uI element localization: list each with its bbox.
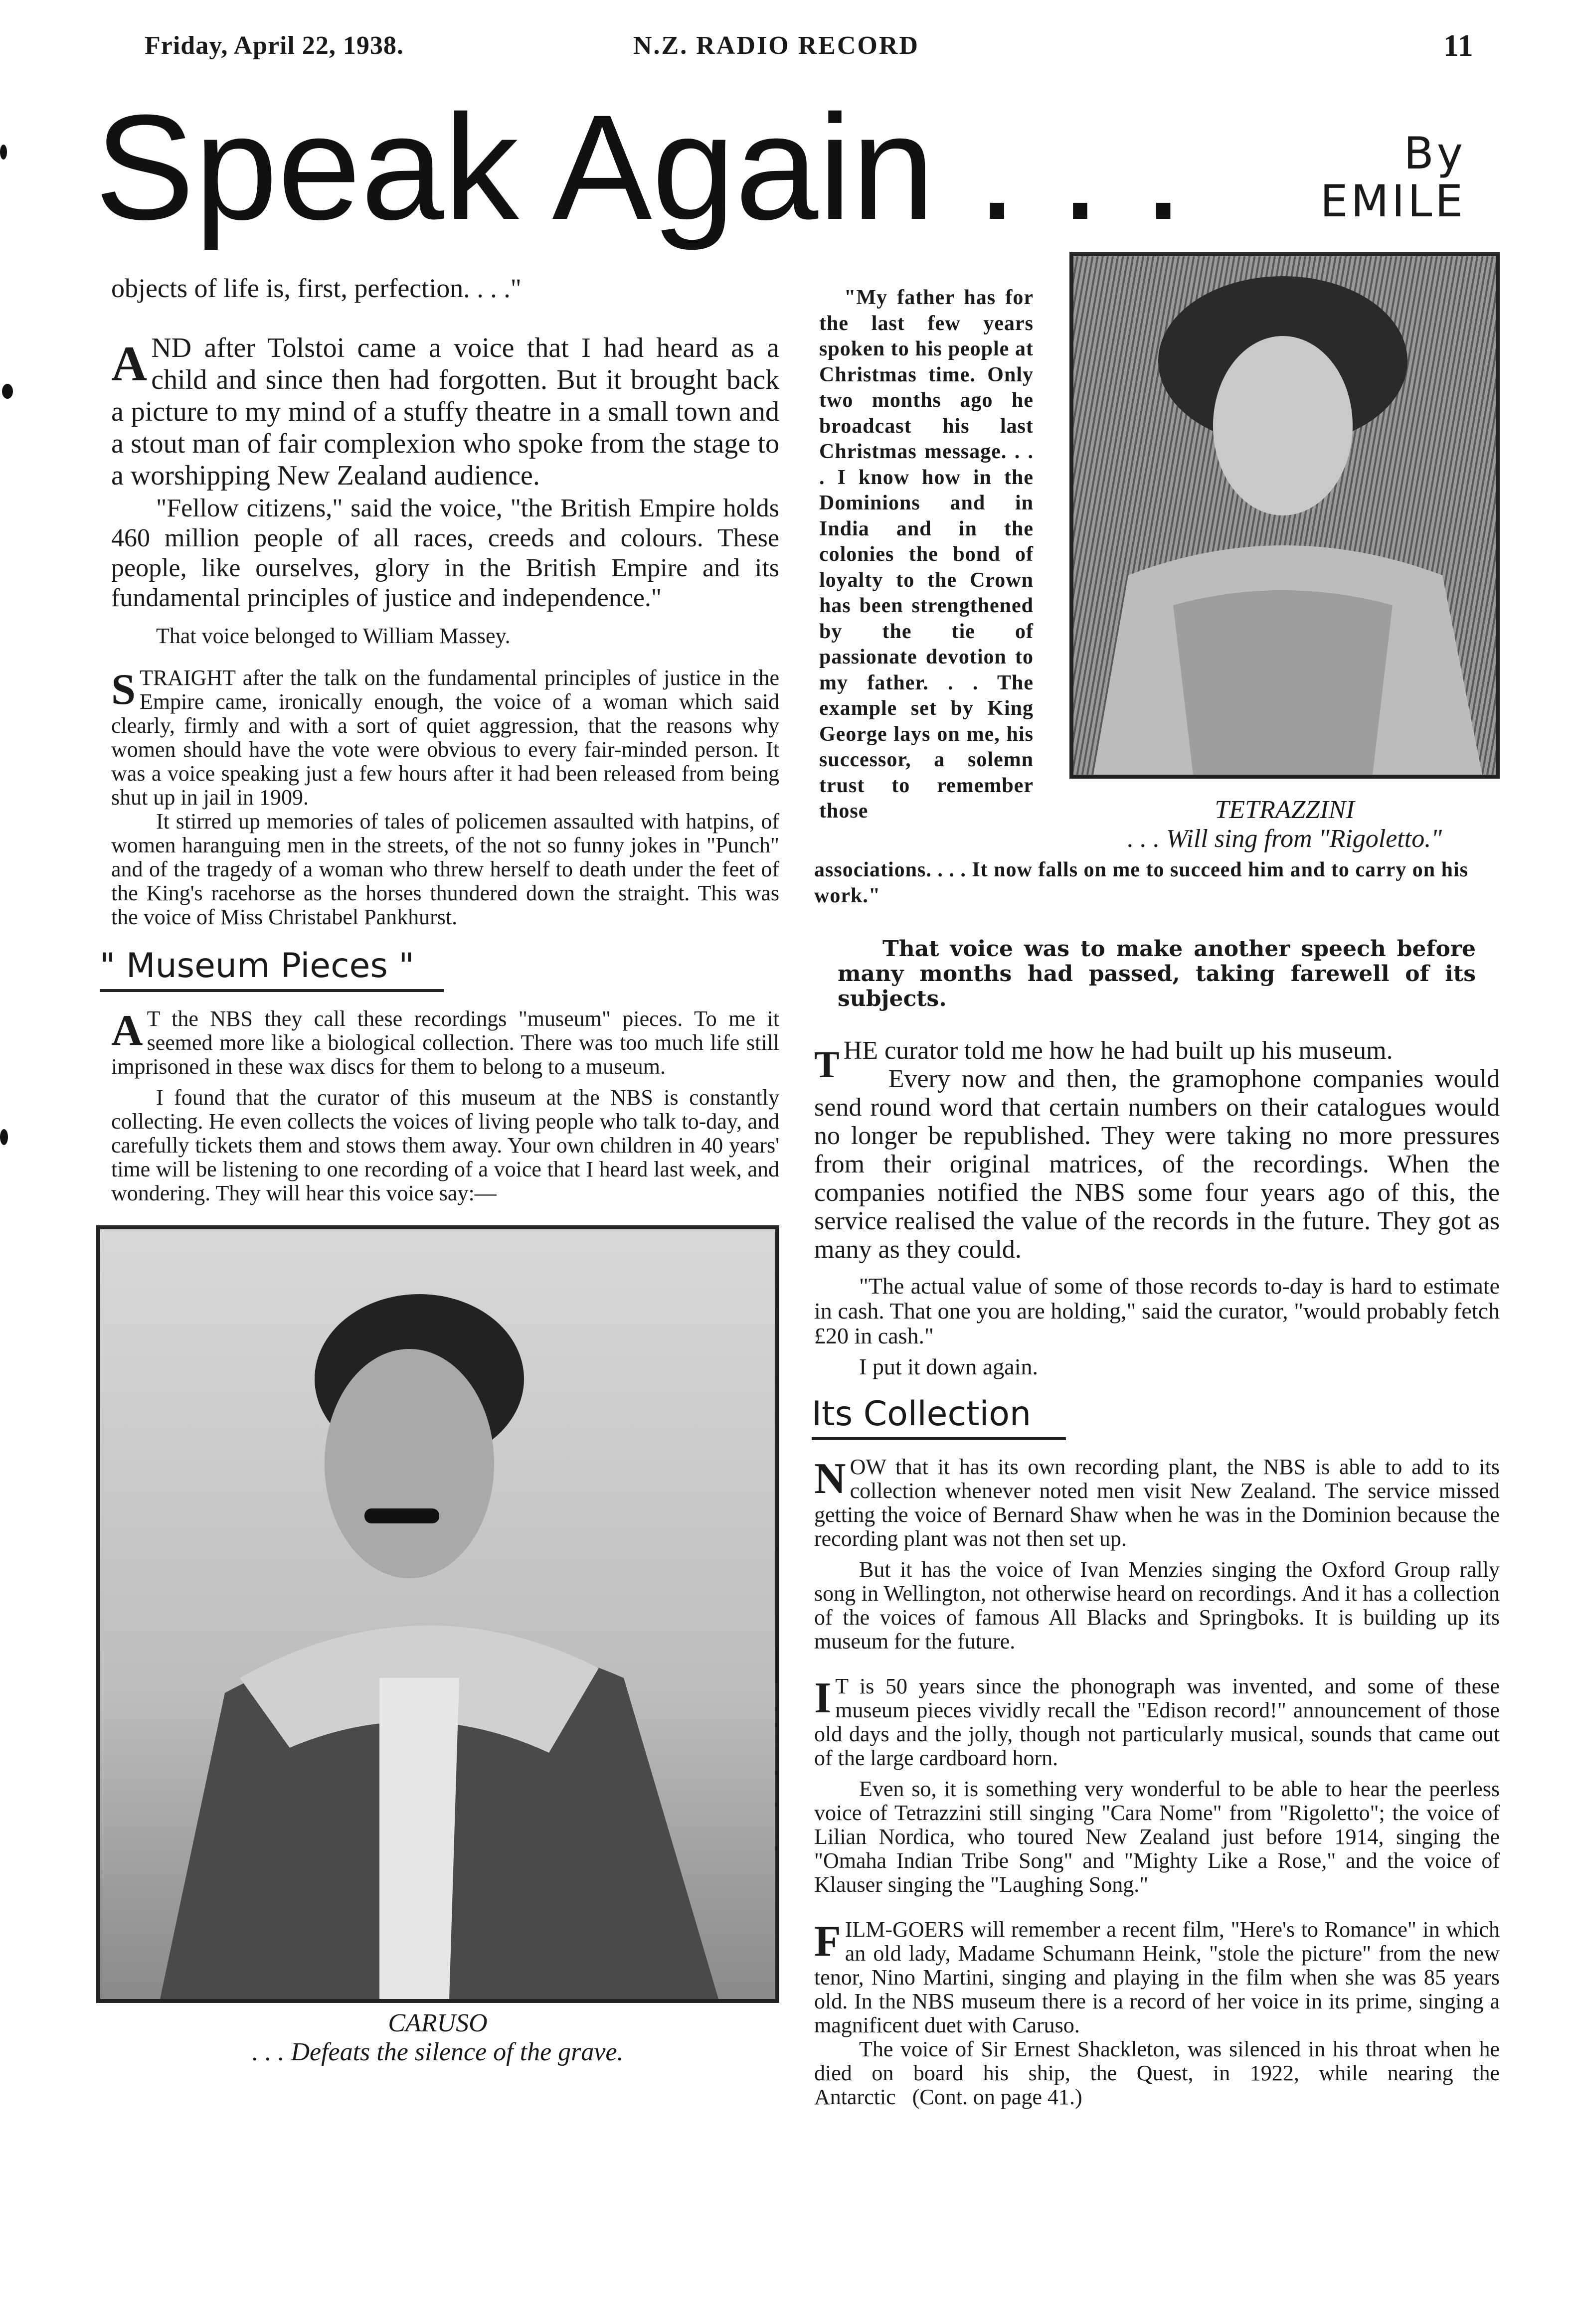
paragraph (814, 1918, 1500, 2037)
drop-cap: A (111, 1006, 143, 1055)
caption-text: . . . Will sing from "Rigoletto." (1127, 825, 1442, 853)
king-quote-end: associations. . . . It now falls on me to succeed him and to carry on his work." (814, 858, 1469, 907)
collection-section (814, 1455, 1500, 2109)
paragraph: Even so, it is something very wonderful to be able to hear the peerless voice of Tetrazzini still singing "Cara Nome" from "Rigoletto"; the voice of Lilian Nordica, who toured New Zealand just before 1914, singing the "Omaha Indian Tribe Song" and "Mighty Like a Rose," and the voice of Klauser singing the "Laughing Song." (814, 1777, 1500, 1897)
drop-cap: F (814, 1917, 841, 1966)
scan-speck (0, 1129, 8, 1145)
tetrazzini-photo (1069, 252, 1500, 779)
byline-by: By (1403, 128, 1466, 179)
bold-note-text: That voice was to make another speech before many months had passed, taking farewell of its subjects. (838, 936, 1476, 1011)
opening-line: objects of life is, first, perfection. . . ." (111, 273, 522, 303)
scan-speck (2, 384, 13, 399)
tetrazzini-figure (1069, 252, 1500, 853)
left-column (111, 273, 779, 929)
paragraph-text: ND after Tolstoi came a voice that I had heard as a child and since then had forgotten. But it brought back a picture to my mind of a stuffy theatre in a small town and a stout man of fair complexion who spoke from the stage to a worshipping New Zealand audience. (111, 332, 779, 491)
paragraph-text: HE curator told me how he had built up his museum. (843, 1036, 1393, 1065)
byline (1306, 130, 1466, 225)
paragraph (111, 332, 779, 492)
paragraph: "The actual value of some of those records to-day is hard to estimate in cash. That one you are holding," said the curator, "would probably fetch £20 in cash." (814, 1273, 1500, 1348)
paragraph-text: The voice of Sir Ernest Shackleton, was silenced in his throat when he died on board his ship, the Quest, in 1922, while nearing the Antarctic (814, 2037, 1500, 2109)
drop-cap: N (814, 1455, 846, 1503)
byline-author: EMILE (1320, 175, 1466, 227)
continued-note: (Cont. on page 41.) (912, 2085, 1082, 2109)
paragraph (111, 666, 779, 810)
quote-and-photo-row (814, 252, 1500, 853)
paragraph: "Fellow citizens," said the voice, "the British Empire holds 460 million people of all races, creeds and colours. These people, like ourselves, glory in the British Empire and its fundamental principles of justice and independence." (111, 494, 779, 612)
publication-name: N.Z. RADIO RECORD (633, 31, 919, 60)
paragraph (814, 1036, 1500, 1086)
drop-cap: T (814, 1044, 840, 1086)
museum-section (111, 1007, 779, 1205)
drop-cap: A (111, 336, 148, 391)
paragraph-text: ILM-GOERS will remember a recent film, "Here's to Romance" in which an old lady, Madame Schumann Heink, "stole the picture" from the new tenor, Nino Martini, singing and playing in the film when she was 85 years old. In the NBS museum there is a record of her voice in its prime, singing a magnificent duet with Caruso. (814, 1917, 1500, 2037)
caruso-photo (96, 1225, 779, 2003)
paragraph: I put it down again. (859, 1354, 1038, 1379)
caption-name: TETRAZZINI (1215, 796, 1355, 824)
paragraph: But it has the voice of Ivan Menzies singing the Oxford Group rally song in Wellington, not otherwise heard on recordings. And it has a collection of the voices of famous All Blacks and Springboks. It is building up its museum for the future. (814, 1557, 1500, 1654)
paragraph (814, 2037, 1500, 2109)
caption-text: . . . Defeats the silence of the grave. (252, 2038, 624, 2066)
caruso-caption (96, 2009, 779, 2067)
section-heading-its-collection: Its Collection (812, 1394, 1066, 1440)
issue-date: Friday, April 22, 1938. (145, 31, 404, 60)
paragraph (814, 1455, 1500, 1551)
caption-name: CARUSO (388, 2009, 488, 2037)
paragraph: I found that the curator of this museum at the NBS is constantly collecting. He even collects the voices of living people who talk to-day, and carefully tickets them and stows them away. Your own children in 40 years' time will be listening to one recording of a voice that I heard last week, and wondering. They will hear this voice say:— (111, 1085, 779, 1205)
bold-note (838, 937, 1476, 1011)
right-side (814, 252, 1500, 2109)
section-heading-museum-pieces: " Museum Pieces " (100, 946, 444, 992)
drop-cap: I (814, 1674, 832, 1722)
page-number: 11 (1443, 29, 1474, 63)
paragraph-text: T is 50 years since the phonograph was invented, and some of these museum pieces vividly recall the "Edison record!" announcement of those old days and the jolly, though not particularly musical, sounds that came out of the large cardboard horn. (814, 1674, 1500, 1770)
king-quote: "My father has for the last few years spoken to his people at Christmas time. Only two months ago he broadcast his last Christmas message. . . . I know how in the Dominions and in India and in the colonies the bond of loyalty to the Crown has been strengthened by the tie of passionate devotion to my father. . . The example set by King George lays on me, his successor, a solemn trust to remember those (819, 286, 1034, 823)
headline: Speak Again . . . (95, 83, 1184, 251)
caruso-portrait-image (100, 1229, 775, 1999)
right-column (814, 1036, 1500, 1379)
paragraph (111, 1007, 779, 1079)
paragraph: It stirred up memories of tales of policemen assaulted with hatpins, of women haranguing men in the streets, of the not so funny jokes in "Punch" and of the tragedy of a woman who threw herself to death under the feet of the King's racehorse as the horses thundered down the straight. This was the voice of Miss Christabel Pankhurst. (111, 809, 779, 929)
paragraph: Every now and then, the gramophone companies would send round word that certain numbers on their catalogues would no longer be republished. They were taking no more pressures from their original matrices, of the recordings. When the companies notified the NBS some four years ago of this, the service realised the value of the records in the future. They got as many as they could. (814, 1065, 1500, 1264)
paragraph-text: T the NBS they call these recordings "museum" pieces. To me it seemed more like a biological collection. There was too much life still imprisoned in these wax discs for them to belong to a museum. (111, 1006, 779, 1079)
left-side (100, 273, 779, 2067)
paragraph-text: TRAIGHT after the talk on the fundamental principles of justice in the Empire came, ironically enough, the voice of a woman which said clearly, firmly and with a sort of quiet aggression, that the reasons why women should have the vote were obvious to every fair-minded person. It was a voice speaking just a few hours after it had been released from being shut up in jail in 1909. (111, 665, 779, 810)
scan-speck (0, 145, 7, 160)
paragraph (814, 1674, 1500, 1770)
tetrazzini-caption (1069, 796, 1500, 853)
middle-column (819, 285, 1034, 825)
drop-cap: S (111, 665, 136, 714)
paragraph: That voice belonged to William Massey. (156, 624, 511, 648)
tetrazzini-portrait-image (1073, 256, 1496, 775)
paragraph-text: OW that it has its own recording plant, the NBS is able to add to its collection whenever noted men visit New Zealand. The service missed getting the voice of Bernard Shaw when he was in the Dominion because the recording plant was not then set up. (814, 1455, 1500, 1551)
